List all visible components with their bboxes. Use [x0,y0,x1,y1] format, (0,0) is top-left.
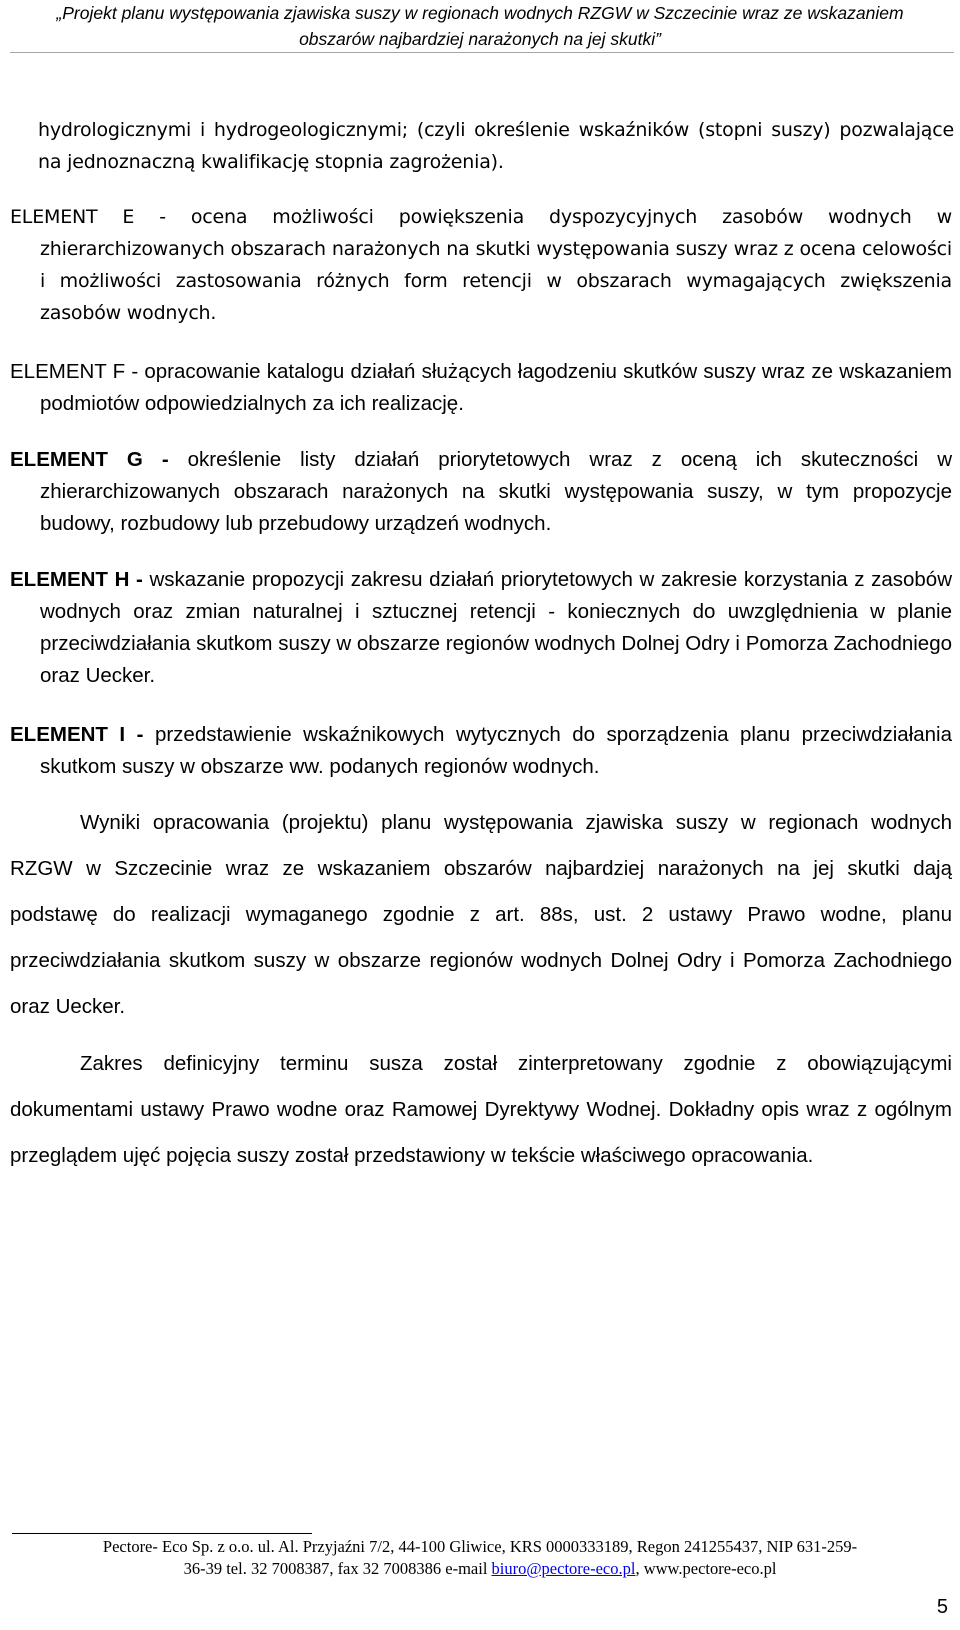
element-f-item: ELEMENT F - opracowanie katalogu działań służących łagodzeniu skutków suszy wraz ze wskazaniem podmiotów odpowiedzialnych za ich realizację. [10,360,953,415]
element-i-text: przedstawienie wskaźnikowych wytycznych do sporządzenia planu przeciwdziałania skutkom suszy w obszarze ww. podanych regionów wodnych. [40,723,953,778]
footer-contact [60,1536,900,1580]
element-e-label: ELEMENT E [10,206,135,228]
element-g-label: ELEMENT G - [10,448,169,471]
footer-divider [12,1533,312,1534]
header-line-1: „Projekt planu występowania zjawiska suszy w regionach wodnych RZGW w Szczecinie wraz ze wskazaniem [56,3,904,23]
element-h-label: ELEMENT H - [10,568,143,591]
element-f-label: ELEMENT F [10,360,126,383]
footer-line-1: Pectore- Eco Sp. z o.o. ul. Al. Przyjaźni 7/2, 44-100 Gliwice, KRS 0000333189, Regon 241255437, NIP 631-259- [102,1537,858,1556]
element-h-item [10,564,952,692]
footer-line-2: 36-39 tel. 32 7008387, fax 32 7008386 e-mail biuro@pectore-eco.pl, www.pectore-eco.pl [183,1559,777,1578]
element-e-item: ELEMENT E - ocena możliwości powiększenia dyspozycyjnych zasobów wodnych w zhierarchizowanych obszarach narażonych na skutki występowania suszy wraz z ocena celowości i możliwości zastosowania różnych form retencji w obszarach wymagających zwiększenia zasobów wodnych. [10,206,952,324]
header-divider [10,52,954,53]
element-f-text: opracowanie katalogu działań służących łagodzeniu skutków suszy wraz ze wskazaniem podmiotów odpowiedzialnych za ich realizację. [40,360,953,415]
element-i-label: ELEMENT I - [10,723,144,746]
element-g-text: określenie listy działań priorytetowych wraz z oceną ich skuteczności w zhierarchizowanych obszarach narażonych na skutki występowania suszy, w tym propozycje budowy, rozbudowy lub przebudowy urządzeń wodnych. [40,448,953,535]
element-i-item [10,719,952,783]
page-number: 5 [936,1596,948,1618]
results-paragraph: Wyniki opracowania (projektu) planu występowania zjawiska suszy w regionach wodnych RZGW w Szczecinie wraz ze wskazaniem obszarów najbardziej narażonych na jej skutki dają podstawę do realizacji wymaganego zgodnie z art. 88s, ust. 2 ustawy Prawo wodne, planu przeciwdziałania skutkom suszy w obszarze regionów wodnych Dolnej Odry i Pomorza Zachodniego oraz Uecker. [10,811,952,1018]
email-link[interactable]: biuro@pectore-eco.pl [491,1559,636,1578]
definition-paragraph: Zakres definicyjny terminu susza został zinterpretowany zgodnie z obowiązującymi dokumentami ustawy Prawo wodne oraz Ramowej Dyrektywy Wodnej. Dokładny opis wraz z ogólnym przeglądem ujęć pojęcia suszy został przedstawiony w tekście właściwego opracowania. [10,1052,952,1167]
element-h-text: wskazanie propozycji zakresu działań priorytetowych w zakresie korzystania z zasobów wodnych oraz zmian naturalnej i sztucznej retencji - koniecznych do uwzględnienia w planie przeciwdziałania skutkom suszy w obszarze regionów wodnych Dolnej Odry i Pomorza Zachodniego oraz Uecker. [40,568,953,687]
element-g-item [10,444,952,540]
intro-continuation: hydrologicznymi i hydrogeologicznymi; (czyli określenie wskaźników (stopni suszy) pozwalające na jednoznaczną kwalifikację stopnia zagrożenia). [38,119,954,173]
running-header [0,0,960,52]
element-e-text: ocena możliwości powiększenia dyspozycyjnych zasobów wodnych w zhierarchizowanych obszarach narażonych na skutki występowania suszy wraz z ocena celowości i możliwości zastosowania różnych form retencji w obszarach wymagających zwiększenia zasobów wodnych. [40,206,952,324]
header-line-2: obszarów najbardziej narażonych na jej skutki” [299,29,661,49]
